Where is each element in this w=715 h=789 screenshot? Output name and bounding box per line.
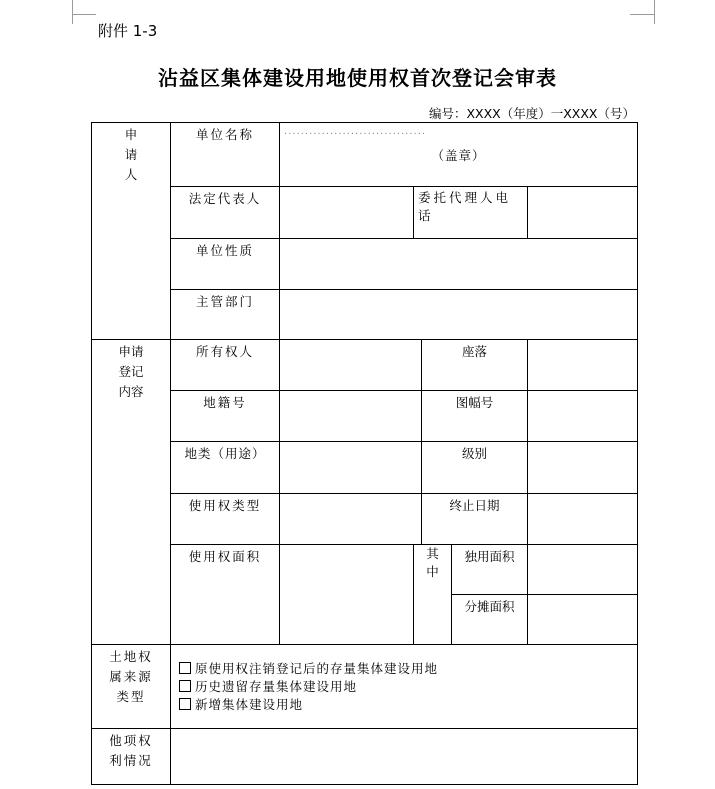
source-option[interactable] bbox=[179, 660, 633, 678]
legal-rep-label: 法定代表人 bbox=[171, 187, 280, 239]
agent-phone-label: 委托代理人电话 bbox=[414, 187, 528, 239]
area-label: 使用权面积 bbox=[171, 545, 280, 645]
source-option-label: 新增集体建设用地 bbox=[195, 696, 304, 712]
page-title: 沾益区集体建设用地使用权首次登记会审表 bbox=[158, 66, 557, 90]
source-option-label: 原使用权注销登记后的存量集体建设用地 bbox=[195, 660, 439, 676]
unit-nature-field[interactable] bbox=[280, 239, 638, 290]
source-option[interactable] bbox=[179, 678, 633, 696]
competent-dept-field[interactable] bbox=[280, 290, 638, 340]
seal-text: （盖章） bbox=[431, 148, 486, 163]
crop-mark bbox=[654, 0, 655, 24]
crop-mark bbox=[72, 0, 73, 24]
legal-rep-field[interactable] bbox=[280, 187, 414, 239]
source-type-options bbox=[171, 645, 638, 729]
competent-dept-label: 主管部门 bbox=[171, 290, 280, 340]
grade-label: 级别 bbox=[422, 442, 528, 494]
right-type-field[interactable] bbox=[280, 494, 422, 545]
crop-mark bbox=[72, 14, 96, 15]
other-rights-label: 他项权利情况 bbox=[92, 729, 171, 785]
checkbox-icon[interactable] bbox=[179, 662, 191, 674]
applicant-group-label: 申请人 bbox=[92, 123, 171, 340]
source-type-label: 土地权属来源类型 bbox=[92, 645, 171, 729]
map-no-field[interactable] bbox=[528, 391, 638, 442]
map-no-label: 图幅号 bbox=[422, 391, 528, 442]
crop-mark bbox=[630, 14, 654, 15]
checkbox-icon[interactable] bbox=[179, 680, 191, 692]
parcel-no-field[interactable] bbox=[280, 391, 422, 442]
land-type-label: 地类（用途） bbox=[171, 442, 280, 494]
review-form-table bbox=[91, 122, 638, 785]
registration-group-label: 申请登记内容 bbox=[92, 340, 171, 645]
source-option-label: 历史遗留存量集体建设用地 bbox=[195, 678, 358, 694]
unit-name-field[interactable] bbox=[280, 123, 638, 187]
checkbox-icon[interactable] bbox=[179, 698, 191, 710]
source-option[interactable] bbox=[179, 696, 633, 714]
owner-label: 所有权人 bbox=[171, 340, 280, 391]
land-type-field[interactable] bbox=[280, 442, 422, 494]
exclusive-area-label: 独用面积 bbox=[452, 545, 528, 595]
end-date-label: 终止日期 bbox=[422, 494, 528, 545]
serial-text: 编号：XXXX（年度）一XXXX（号） bbox=[428, 106, 635, 121]
grade-field[interactable] bbox=[528, 442, 638, 494]
unit-nature-label: 单位性质 bbox=[171, 239, 280, 290]
parcel-no-label: 地籍号 bbox=[171, 391, 280, 442]
shared-area-field[interactable] bbox=[528, 595, 638, 645]
location-label: 座落 bbox=[422, 340, 528, 391]
end-date-field[interactable] bbox=[528, 494, 638, 545]
location-field[interactable] bbox=[528, 340, 638, 391]
other-rights-field[interactable] bbox=[171, 729, 638, 785]
unit-name-placeholder-dots: ·································· bbox=[284, 129, 427, 140]
right-type-label: 使用权类型 bbox=[171, 494, 280, 545]
serial-number bbox=[429, 104, 635, 122]
among-label: 其中 bbox=[414, 545, 452, 645]
agent-phone-field[interactable] bbox=[528, 187, 638, 239]
unit-name-label: 单位名称 bbox=[171, 123, 280, 187]
exclusive-area-field[interactable] bbox=[528, 545, 638, 595]
owner-field[interactable] bbox=[280, 340, 422, 391]
shared-area-label: 分摊面积 bbox=[452, 595, 528, 645]
area-field[interactable] bbox=[280, 545, 414, 645]
attachment-label: 附件 1-3 bbox=[98, 22, 158, 40]
